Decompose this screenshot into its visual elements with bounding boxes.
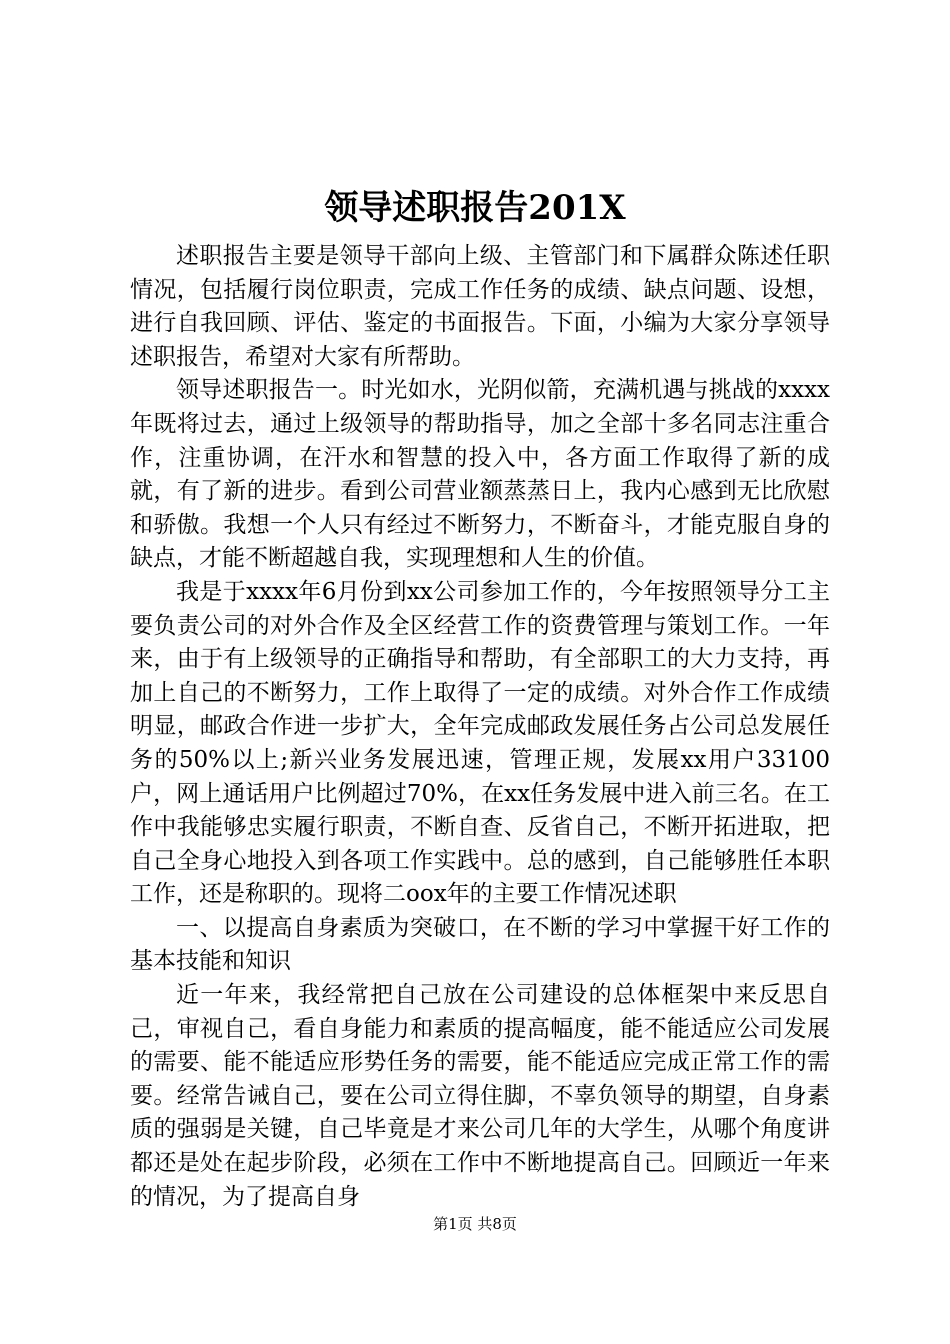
document-body bbox=[130, 240, 830, 1214]
paragraph-report-one: 领导述职报告一。时光如水，光阴似箭，充满机遇与挑战的xxxx年既将过去，通过上级领导的帮助指导，加之全部十多名同志注重合作，注重协调，在汗水和智慧的投入中，各方面工作取得了新的成就，有了新的进步。看到公司营业额蒸蒸日上，我内心感到无比欣慰和骄傲。我想一个人只有经过不断努力，不断奋斗，才能克服自身的缺点，才能不断超越自我，实现理想和人生的价值。 bbox=[130, 377, 830, 572]
paragraph-intro: 述职报告主要是领导干部向上级、主管部门和下属群众陈述任职情况，包括履行岗位职责，完成工作任务的成绩、缺点问题、设想，进行自我回顾、评估、鉴定的书面报告。下面，小编为大家分享领导述职报告，希望对大家有所帮助。 bbox=[130, 243, 830, 370]
paragraph-self-reflection: 近一年来，我经常把自己放在公司建设的总体框架中来反思自己，审视自己，看自身能力和素质的提高幅度，能不能适应公司发展的需要、能不能适应形势任务的需要，能不能适应完成正常工作的需要。经常告诫自己，要在公司立得住脚，不辜负领导的期望，自身素质的强弱是关键，自己毕竟是才来公司几年的大学生，从哪个角度讲都还是处在起步阶段，必须在工作中不断地提高自己。回顾近一年来的情况，为了提高自身 bbox=[130, 982, 830, 1210]
paragraph-work-summary: 我是于xxxx年6月份到xx公司参加工作的，今年按照领导分工主要负责公司的对外合作及全区经营工作的资费管理与策划工作。一年来，由于有上级领导的正确指导和帮助，有全部职工的大力支持，再加上自己的不断努力，工作上取得了一定的成绩。对外合作工作成绩明显，邮政合作进一步扩大，全年完成邮政发展任务占公司总发展任务的50%以上;新兴业务发展迅速，管理正规，发展xx用户33100户，网上通话用户比例超过70%，在xx任务发展中进入前三名。在工作中我能够忠实履行职责，不断自查、反省自己，不断开拓进取，把自己全身心地投入到各项工作实践中。总的感到，自己能够胜任本职工作，还是称职的。现将二oox年的主要工作情况述职 bbox=[130, 578, 830, 908]
page-footer: 第1页 共8页 bbox=[433, 1215, 517, 1233]
section-heading-one: 一、以提高自身素质为突破口，在不断的学习中掌握干好工作的基本技能和知识 bbox=[130, 914, 830, 975]
document-title: 领导述职报告201X bbox=[324, 188, 626, 228]
